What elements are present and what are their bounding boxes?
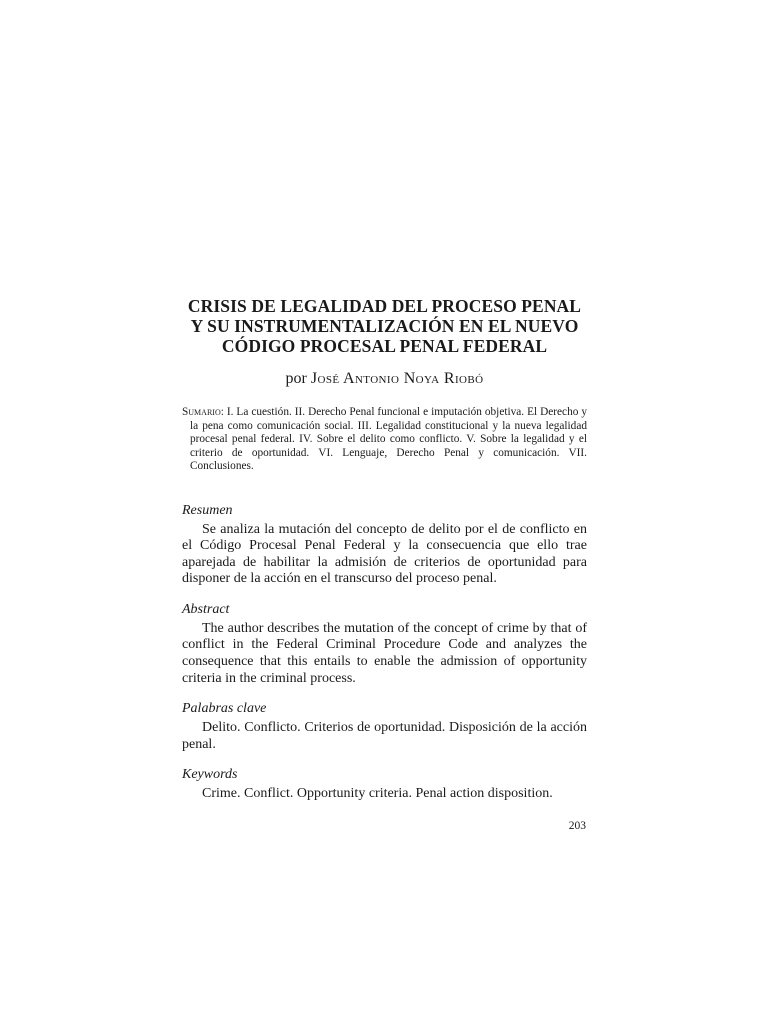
section-body: The author describes the mutation of the concept of crime by that of conflict in the Federal Criminal Procedure Code and analyzes the consequence that this entails to enable the admission of opportunity criteria in the criminal process.	[182, 620, 587, 686]
title-line-3: CÓDIGO PROCESAL PENAL FEDERAL	[221, 336, 548, 356]
article-title	[182, 296, 587, 356]
article-first-page	[182, 296, 587, 803]
section-palabras-clave	[182, 700, 587, 753]
summary	[182, 406, 587, 474]
section-body: Delito. Conflicto. Criterios de oportunidad. Disposición de la acción penal.	[182, 720, 587, 752]
byline-prefix: por	[285, 370, 307, 387]
section-heading: Palabras clave	[182, 701, 267, 717]
summary-text: I. La cuestión. II. Derecho Penal funcional e imputación objetiva. El Derecho y la pena como comunicación social. III. Legalidad constitucional y la nueva legalidad procesal penal federal. IV. Sobre el delito como conflicto. V. Sobre la legalidad y el criterio de oportunidad. VI. Lenguaje, Derecho Penal y comunicación. VII. Conclusiones.	[190, 406, 587, 472]
section-heading: Abstract	[182, 601, 230, 617]
page-number: 203	[568, 820, 586, 832]
section-body: Se analiza la mutación del concepto de delito por el de conflicto en el Código Procesal Penal Federal y la consecuencia que ello trae aparejada de habilitar la admisión de criterios de oportunidad para disponer de la acción en el transcurso del proceso penal.	[182, 521, 587, 587]
section-heading: Keywords	[182, 767, 238, 783]
title-line-2: Y SU INSTRUMENTALIZACIÓN EN EL NUEVO	[190, 316, 579, 336]
byline	[182, 369, 587, 389]
section-heading: Resumen	[182, 502, 233, 518]
section-body: Crime. Conflict. Opportunity criteria. Penal action disposition.	[202, 786, 553, 802]
section-keywords	[182, 766, 587, 803]
section-resumen	[182, 502, 587, 588]
summary-label: Sumario:	[182, 406, 224, 418]
title-line-1: CRISIS DE LEGALIDAD DEL PROCESO PENAL	[187, 296, 582, 316]
author-name: José Antonio Noya Riobó	[310, 370, 484, 387]
section-abstract	[182, 601, 587, 687]
